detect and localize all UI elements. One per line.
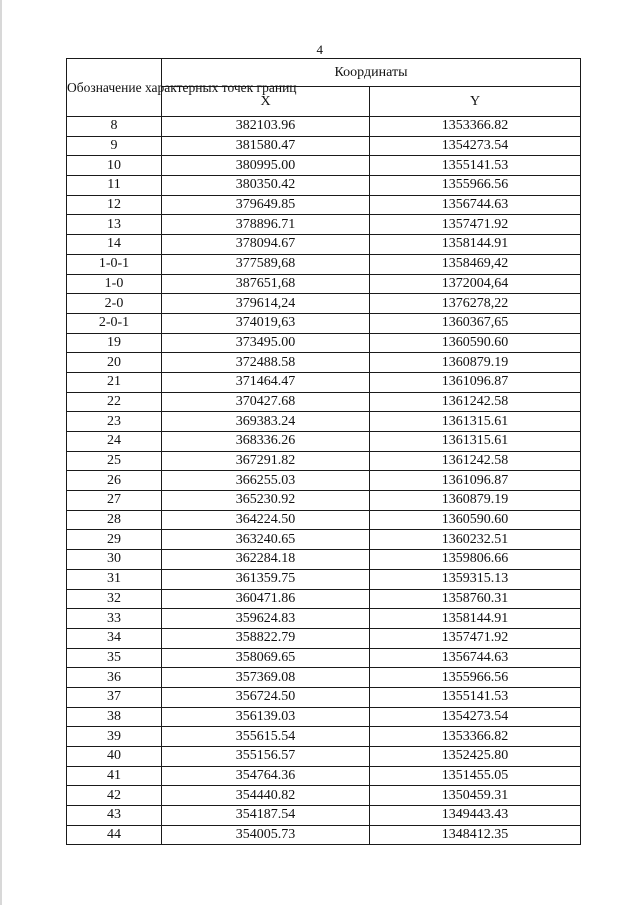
page-edge bbox=[0, 0, 2, 905]
table-row bbox=[67, 628, 581, 648]
coordinates-table bbox=[66, 58, 581, 845]
y-cell: 1372004,64 bbox=[370, 274, 581, 294]
y-cell: 1355966.56 bbox=[370, 668, 581, 688]
x-cell: 374019,63 bbox=[162, 313, 370, 333]
table-row bbox=[67, 195, 581, 215]
y-cell: 1354273.54 bbox=[370, 136, 581, 156]
point-cell: 9 bbox=[67, 136, 162, 156]
x-cell: 367291.82 bbox=[162, 451, 370, 471]
x-cell: 360471.86 bbox=[162, 589, 370, 609]
y-cell: 1360367,65 bbox=[370, 313, 581, 333]
y-cell: 1361096.87 bbox=[370, 372, 581, 392]
table-row bbox=[67, 215, 581, 235]
y-cell: 1360232.51 bbox=[370, 530, 581, 550]
table-row bbox=[67, 471, 581, 491]
x-cell: 359624.83 bbox=[162, 609, 370, 629]
point-cell: 40 bbox=[67, 747, 162, 767]
point-cell: 35 bbox=[67, 648, 162, 668]
x-cell: 370427.68 bbox=[162, 392, 370, 412]
point-cell: 1-0-1 bbox=[67, 254, 162, 274]
y-cell: 1360590.60 bbox=[370, 510, 581, 530]
point-cell: 37 bbox=[67, 687, 162, 707]
table-row bbox=[67, 510, 581, 530]
x-cell: 377589,68 bbox=[162, 254, 370, 274]
header-x: X bbox=[162, 87, 370, 117]
table-row bbox=[67, 176, 581, 196]
point-cell: 26 bbox=[67, 471, 162, 491]
x-cell: 354187.54 bbox=[162, 806, 370, 826]
table-row bbox=[67, 786, 581, 806]
point-cell: 22 bbox=[67, 392, 162, 412]
table-row bbox=[67, 451, 581, 471]
table-body bbox=[67, 117, 581, 845]
table-row bbox=[67, 806, 581, 826]
point-cell: 21 bbox=[67, 372, 162, 392]
table-row bbox=[67, 392, 581, 412]
table-row bbox=[67, 333, 581, 353]
y-cell: 1355141.53 bbox=[370, 687, 581, 707]
point-cell: 25 bbox=[67, 451, 162, 471]
point-cell: 34 bbox=[67, 628, 162, 648]
x-cell: 379614,24 bbox=[162, 294, 370, 314]
point-cell: 30 bbox=[67, 550, 162, 570]
x-cell: 373495.00 bbox=[162, 333, 370, 353]
point-cell: 2-0-1 bbox=[67, 313, 162, 333]
header-coordinates: Координаты bbox=[162, 59, 581, 87]
x-cell: 372488.58 bbox=[162, 353, 370, 373]
point-cell: 32 bbox=[67, 589, 162, 609]
table-row bbox=[67, 766, 581, 786]
x-cell: 358069.65 bbox=[162, 648, 370, 668]
x-cell: 379649.85 bbox=[162, 195, 370, 215]
point-cell: 43 bbox=[67, 806, 162, 826]
point-cell: 39 bbox=[67, 727, 162, 747]
table-row bbox=[67, 294, 581, 314]
x-cell: 365230.92 bbox=[162, 491, 370, 511]
x-cell: 355156.57 bbox=[162, 747, 370, 767]
table-row bbox=[67, 589, 581, 609]
y-cell: 1357471.92 bbox=[370, 215, 581, 235]
point-cell: 36 bbox=[67, 668, 162, 688]
point-cell: 38 bbox=[67, 707, 162, 727]
y-cell: 1361242.58 bbox=[370, 451, 581, 471]
y-cell: 1361242.58 bbox=[370, 392, 581, 412]
table-row bbox=[67, 254, 581, 274]
table-row bbox=[67, 569, 581, 589]
table-row bbox=[67, 727, 581, 747]
y-cell: 1358144.91 bbox=[370, 609, 581, 629]
x-cell: 364224.50 bbox=[162, 510, 370, 530]
table-row bbox=[67, 668, 581, 688]
x-cell: 378896.71 bbox=[162, 215, 370, 235]
point-cell: 20 bbox=[67, 353, 162, 373]
table-row bbox=[67, 707, 581, 727]
x-cell: 368336.26 bbox=[162, 432, 370, 452]
header-y: Y bbox=[370, 87, 581, 117]
table-row bbox=[67, 648, 581, 668]
table-row bbox=[67, 687, 581, 707]
table-row bbox=[67, 432, 581, 452]
table-row bbox=[67, 274, 581, 294]
y-cell: 1358144.91 bbox=[370, 235, 581, 255]
y-cell: 1358469,42 bbox=[370, 254, 581, 274]
y-cell: 1355966.56 bbox=[370, 176, 581, 196]
x-cell: 361359.75 bbox=[162, 569, 370, 589]
x-cell: 355615.54 bbox=[162, 727, 370, 747]
x-cell: 362284.18 bbox=[162, 550, 370, 570]
table-row bbox=[67, 156, 581, 176]
table-row bbox=[67, 609, 581, 629]
y-cell: 1359806.66 bbox=[370, 550, 581, 570]
y-cell: 1356744.63 bbox=[370, 195, 581, 215]
x-cell: 378094.67 bbox=[162, 235, 370, 255]
y-cell: 1357471.92 bbox=[370, 628, 581, 648]
y-cell: 1358760.31 bbox=[370, 589, 581, 609]
y-cell: 1356744.63 bbox=[370, 648, 581, 668]
x-cell: 354005.73 bbox=[162, 825, 370, 845]
point-cell: 2-0 bbox=[67, 294, 162, 314]
x-cell: 363240.65 bbox=[162, 530, 370, 550]
y-cell: 1359315.13 bbox=[370, 569, 581, 589]
y-cell: 1376278,22 bbox=[370, 294, 581, 314]
point-cell: 12 bbox=[67, 195, 162, 215]
x-cell: 357369.08 bbox=[162, 668, 370, 688]
y-cell: 1353366.82 bbox=[370, 117, 581, 137]
point-cell: 42 bbox=[67, 786, 162, 806]
table-row bbox=[67, 491, 581, 511]
table-row bbox=[67, 372, 581, 392]
point-cell: 8 bbox=[67, 117, 162, 137]
y-cell: 1361096.87 bbox=[370, 471, 581, 491]
x-cell: 356724.50 bbox=[162, 687, 370, 707]
x-cell: 366255.03 bbox=[162, 471, 370, 491]
y-cell: 1361315.61 bbox=[370, 432, 581, 452]
table-row bbox=[67, 136, 581, 156]
point-cell: 28 bbox=[67, 510, 162, 530]
point-cell: 31 bbox=[67, 569, 162, 589]
x-cell: 371464.47 bbox=[162, 372, 370, 392]
x-cell: 356139.03 bbox=[162, 707, 370, 727]
x-cell: 369383.24 bbox=[162, 412, 370, 432]
point-cell: 1-0 bbox=[67, 274, 162, 294]
y-cell: 1360879.19 bbox=[370, 491, 581, 511]
point-cell: 41 bbox=[67, 766, 162, 786]
point-cell: 33 bbox=[67, 609, 162, 629]
table-row bbox=[67, 530, 581, 550]
table-row bbox=[67, 412, 581, 432]
point-cell: 24 bbox=[67, 432, 162, 452]
y-cell: 1361315.61 bbox=[370, 412, 581, 432]
x-cell: 358822.79 bbox=[162, 628, 370, 648]
table-header bbox=[67, 59, 581, 117]
point-cell: 23 bbox=[67, 412, 162, 432]
table-row bbox=[67, 117, 581, 137]
x-cell: 380350.42 bbox=[162, 176, 370, 196]
x-cell: 382103.96 bbox=[162, 117, 370, 137]
point-cell: 10 bbox=[67, 156, 162, 176]
y-cell: 1349443.43 bbox=[370, 806, 581, 826]
point-cell: 13 bbox=[67, 215, 162, 235]
table-row bbox=[67, 353, 581, 373]
x-cell: 354764.36 bbox=[162, 766, 370, 786]
y-cell: 1351455.05 bbox=[370, 766, 581, 786]
y-cell: 1353366.82 bbox=[370, 727, 581, 747]
y-cell: 1352425.80 bbox=[370, 747, 581, 767]
page-number: 4 bbox=[316, 42, 324, 57]
header-designation: Обозначение характерных точек границ bbox=[67, 59, 162, 117]
point-cell: 44 bbox=[67, 825, 162, 845]
table-row bbox=[67, 747, 581, 767]
x-cell: 381580.47 bbox=[162, 136, 370, 156]
table-row bbox=[67, 235, 581, 255]
y-cell: 1350459.31 bbox=[370, 786, 581, 806]
y-cell: 1360879.19 bbox=[370, 353, 581, 373]
point-cell: 19 bbox=[67, 333, 162, 353]
table-row bbox=[67, 550, 581, 570]
point-cell: 29 bbox=[67, 530, 162, 550]
x-cell: 387651,68 bbox=[162, 274, 370, 294]
point-cell: 11 bbox=[67, 176, 162, 196]
table-row bbox=[67, 825, 581, 845]
x-cell: 380995.00 bbox=[162, 156, 370, 176]
y-cell: 1354273.54 bbox=[370, 707, 581, 727]
y-cell: 1348412.35 bbox=[370, 825, 581, 845]
point-cell: 27 bbox=[67, 491, 162, 511]
y-cell: 1360590.60 bbox=[370, 333, 581, 353]
table-row bbox=[67, 313, 581, 333]
x-cell: 354440.82 bbox=[162, 786, 370, 806]
point-cell: 14 bbox=[67, 235, 162, 255]
y-cell: 1355141.53 bbox=[370, 156, 581, 176]
